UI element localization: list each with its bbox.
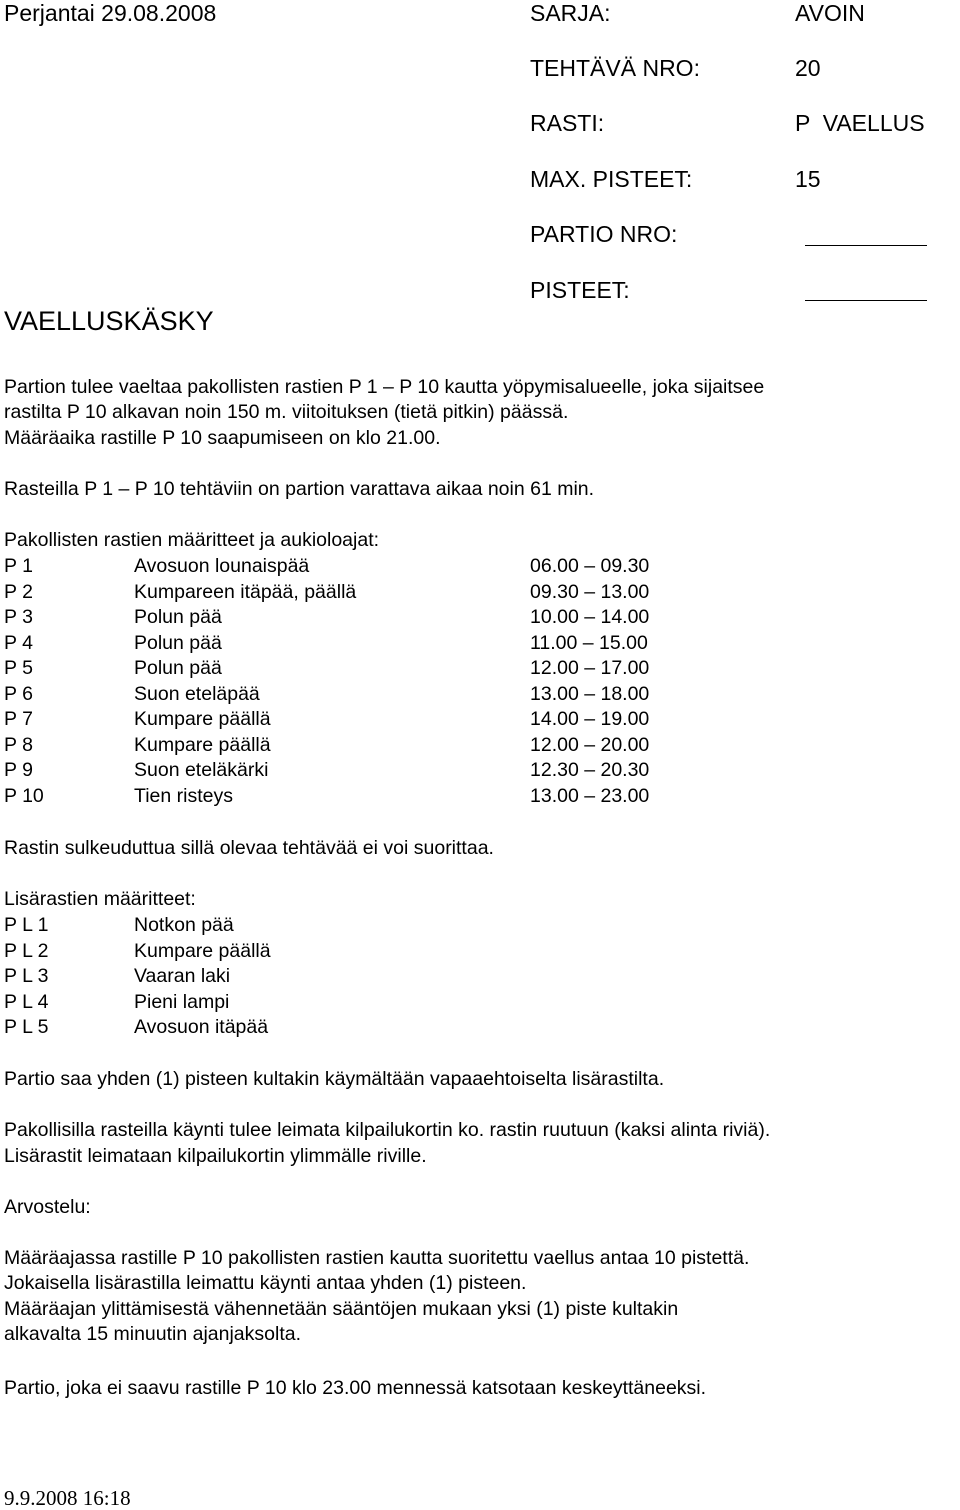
checkpoint-name: Suon eteläpää	[134, 682, 260, 705]
extra-name: Kumpare päällä	[134, 939, 271, 962]
field-value-tehtava: 20	[795, 55, 821, 81]
checkpoint-hours: 11.00 – 15.00	[530, 631, 648, 654]
scoring-line-3: Määräajan ylittämisestä vähennetään sääntöjen mukaan yksi (1) piste kultakin	[4, 1298, 679, 1320]
mandatory-heading: Pakollisten rastien määritteet ja aukioloajat:	[4, 529, 380, 551]
field-value-max-pisteet: 15	[795, 166, 821, 192]
table-row	[0, 707, 700, 733]
extra-code: P L 4	[4, 990, 49, 1013]
checkpoint-code: P 7	[4, 708, 33, 730]
field-label-rasti: RASTI:	[530, 110, 605, 136]
table-row	[0, 605, 700, 631]
checkpoint-name: Kumpare päällä	[134, 708, 271, 730]
checkpoint-name: Polun pää	[134, 631, 222, 654]
intro-line-2: rastilta P 10 alkavan noin 150 m. viitoituksen (tietä pitkin) päässä.	[4, 401, 569, 423]
checkpoint-name: Polun pää	[134, 657, 222, 679]
extra-code: P L 3	[4, 965, 49, 987]
checkpoint-name: Kumpare päällä	[134, 733, 271, 756]
table-row	[0, 554, 700, 580]
checkpoint-name: Avosuon lounaispää	[134, 555, 310, 577]
checkpoint-code: P 4	[4, 631, 33, 654]
checkpoint-code: P 9	[4, 759, 33, 781]
field-label-partio-nro: PARTIO NRO:	[530, 221, 678, 247]
scoring-line-1: Määräajassa rastille P 10 pakollisten rastien kautta suoritettu vaellus antaa 10 pistettä.	[4, 1247, 750, 1269]
checkpoint-hours: 06.00 – 09.30	[530, 555, 650, 577]
intro-line-1: Partion tulee vaeltaa pakollisten rastien P 1 – P 10 kautta yöpymisalueelle, joka sijaitsee	[4, 376, 765, 398]
list-item	[0, 1015, 700, 1041]
table-row	[0, 682, 700, 708]
table-row	[0, 758, 700, 784]
extra-table	[0, 913, 700, 1043]
table-row	[0, 784, 700, 810]
time-note: Rasteilla P 1 – P 10 tehtäviin on partion varattava aikaa noin 61 min.	[4, 478, 595, 500]
checkpoint-hours: 12.30 – 20.30	[530, 759, 650, 781]
table-row	[0, 733, 700, 759]
checkpoint-code: P 5	[4, 657, 33, 679]
scoring-line-4: alkavalta 15 minuutin ajanjaksolta.	[4, 1323, 302, 1345]
field-label-sarja: SARJA:	[530, 0, 611, 26]
field-value-sarja: AVOIN	[795, 0, 865, 26]
extra-name: Notkon pää	[134, 914, 234, 936]
gold-note: Partio saa yhden (1) pisteen kultakin käymältään vapaaehtoiselta lisärastilta.	[4, 1068, 665, 1090]
partio-nro-blank	[805, 245, 927, 246]
scoring-line-2: Jokaisella lisärastilla leimattu käynti antaa yhden (1) pisteen.	[4, 1272, 527, 1294]
checkpoint-code: P 10	[4, 784, 44, 807]
field-label-tehtava: TEHTÄVÄ NRO:	[530, 55, 700, 81]
checkpoint-code: P 1	[4, 555, 33, 577]
closing-note: Rastin sulkeuduttua sillä olevaa tehtävää ei voi suorittaa.	[4, 837, 494, 859]
extra-code: P L 2	[4, 939, 49, 962]
document-date: Perjantai 29.08.2008	[4, 0, 217, 26]
list-item	[0, 990, 700, 1016]
stamp-note-2: Lisärastit leimataan kilpailukortin ylimmälle riville.	[4, 1145, 427, 1167]
field-label-max-pisteet: MAX. PISTEET:	[530, 166, 693, 192]
checkpoint-name: Kumpareen itäpää, päällä	[134, 580, 357, 603]
scoring-heading: Arvostelu:	[4, 1196, 91, 1218]
checkpoint-name: Polun pää	[134, 606, 222, 628]
extra-code: P L 5	[4, 1016, 49, 1038]
extra-code: P L 1	[4, 914, 49, 936]
list-item	[0, 964, 700, 990]
extra-name: Vaaran laki	[134, 965, 231, 987]
field-label-pisteet: PISTEET:	[530, 277, 630, 303]
mandatory-table	[0, 554, 700, 814]
field-value-rasti: P VAELLUS	[795, 110, 925, 136]
stamp-note-1: Pakollisilla rasteilla käynti tulee leimata kilpailukortin ko. rastin ruutuun (kaksi alinta riviä).	[4, 1119, 771, 1141]
checkpoint-hours: 14.00 – 19.00	[530, 708, 650, 730]
checkpoint-hours: 12.00 – 20.00	[530, 733, 650, 756]
print-timestamp: 9.9.2008 16:18	[4, 1486, 131, 1510]
checkpoint-code: P 8	[4, 733, 33, 756]
list-item	[0, 939, 700, 965]
checkpoint-hours: 13.00 – 18.00	[530, 682, 650, 705]
checkpoint-hours: 10.00 – 14.00	[530, 606, 650, 628]
intro-line-3: Määräaika rastille P 10 saapumiseen on klo 21.00.	[4, 427, 441, 449]
checkpoint-hours: 13.00 – 23.00	[530, 784, 650, 807]
document-title: VAELLUSKÄSKY	[4, 306, 214, 336]
checkpoint-hours: 12.00 – 17.00	[530, 657, 650, 679]
table-row	[0, 631, 700, 657]
list-item	[0, 913, 700, 939]
extra-heading: Lisärastien määritteet:	[4, 888, 196, 910]
checkpoint-code: P 6	[4, 682, 33, 705]
extra-name: Pieni lampi	[134, 990, 230, 1013]
checkpoint-name: Suon eteläkärki	[134, 759, 269, 781]
extra-name: Avosuon itäpää	[134, 1016, 269, 1038]
table-row	[0, 580, 700, 606]
checkpoint-hours: 09.30 – 13.00	[530, 580, 650, 603]
final-note: Partio, joka ei saavu rastille P 10 klo 23.00 mennessä katsotaan keskeyttäneeksi.	[4, 1377, 707, 1399]
pisteet-blank	[805, 300, 927, 301]
checkpoint-name: Tien risteys	[134, 784, 233, 807]
table-row	[0, 656, 700, 682]
checkpoint-code: P 2	[4, 580, 33, 603]
checkpoint-code: P 3	[4, 606, 33, 628]
